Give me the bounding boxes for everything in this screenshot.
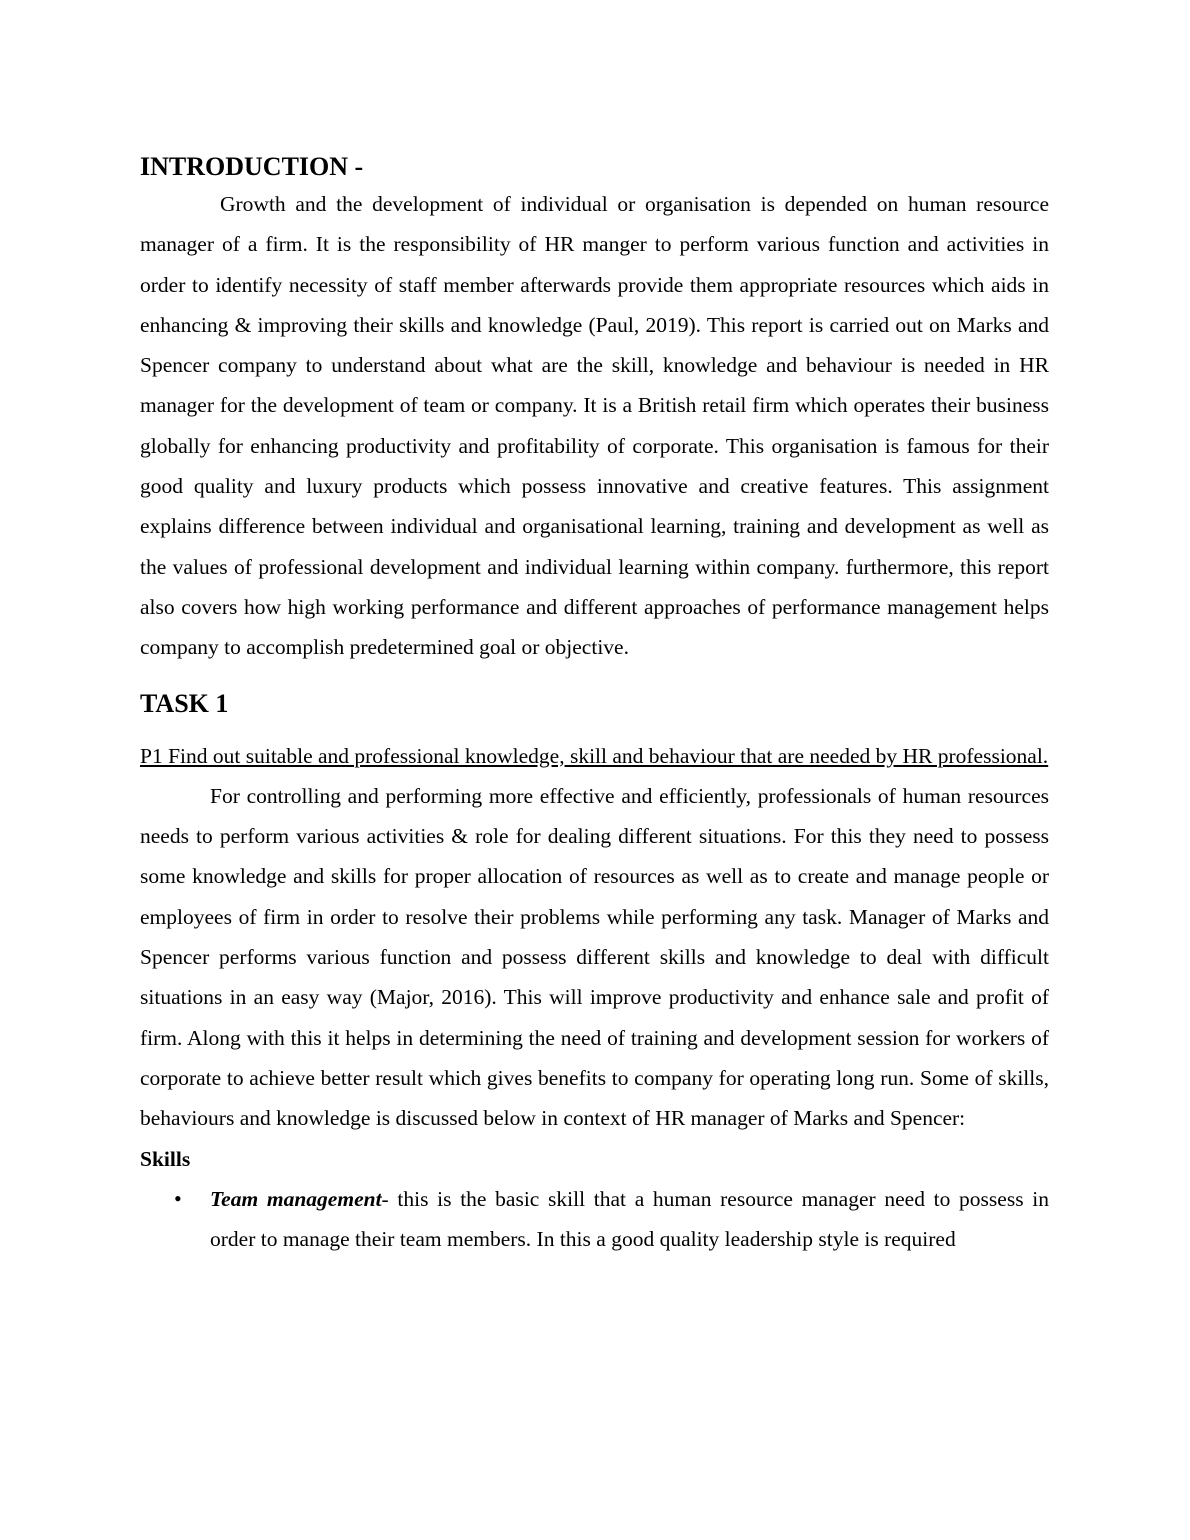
bullet-text: - this is the basic skill that a human resource manager need to possess in order to manage their team members. In this a good quality leadership style is required [210,1186,1049,1252]
intro-heading: INTRODUCTION - [140,152,364,181]
task1-paragraph: For controlling and performing more effective and efficiently, professionals of human resources needs to perform various activities & role for dealing different situations. For this they need to possess some knowledge and skills for proper allocation of resources as well as to create and manage people or employees of firm in order to resolve their problems while performing any task. Manager of Marks and Spencer performs various function and possess different skills and knowledge to deal with difficult situations in an easy way (Major, 2016). This will improve productivity and enhance sale and profit of firm. Along with this it helps in determining the need of training and development session for workers of corporate to achieve better result which gives benefits to company for operating long run. Some of skills, behaviours and knowledge is discussed below in context of HR manager of Marks and Spencer: [140,783,1049,1131]
bullet-icon: • [174,1185,182,1211]
skills-label: Skills [140,1146,191,1171]
task1-heading: TASK 1 [140,688,229,718]
bullet-term: Team management [210,1186,382,1211]
list-item [140,1179,1049,1260]
skills-list [140,1179,1049,1260]
intro-paragraph: Growth and the development of individual or organisation is depended on human resource manager of a firm. It is the responsibility of HR manger to perform various function and activities in order to identify necessity of staff member afterwards provide them appropriate resources which aids in enhancing & improving their skills and knowledge (Paul, 2019). This report is carried out on Marks and Spencer company to understand about what are the skill, knowledge and behaviour is needed in HR manager for the development of team or company. It is a British retail firm which operates their business globally for enhancing productivity and profitability of corporate. This organisation is famous for their good quality and luxury products which possess innovative and creative features. This assignment explains difference between individual and organisational learning, training and development as well as the values of professional development and individual learning within company. furthermore, this report also covers how high working performance and different approaches of performance management helps company to accomplish predetermined goal or objective. [140,192,1049,660]
document-page [140,150,1049,1259]
task1-subheading: P1 Find out suitable and professional knowledge, skill and behaviour that are needed by HR professional. [140,743,1049,768]
